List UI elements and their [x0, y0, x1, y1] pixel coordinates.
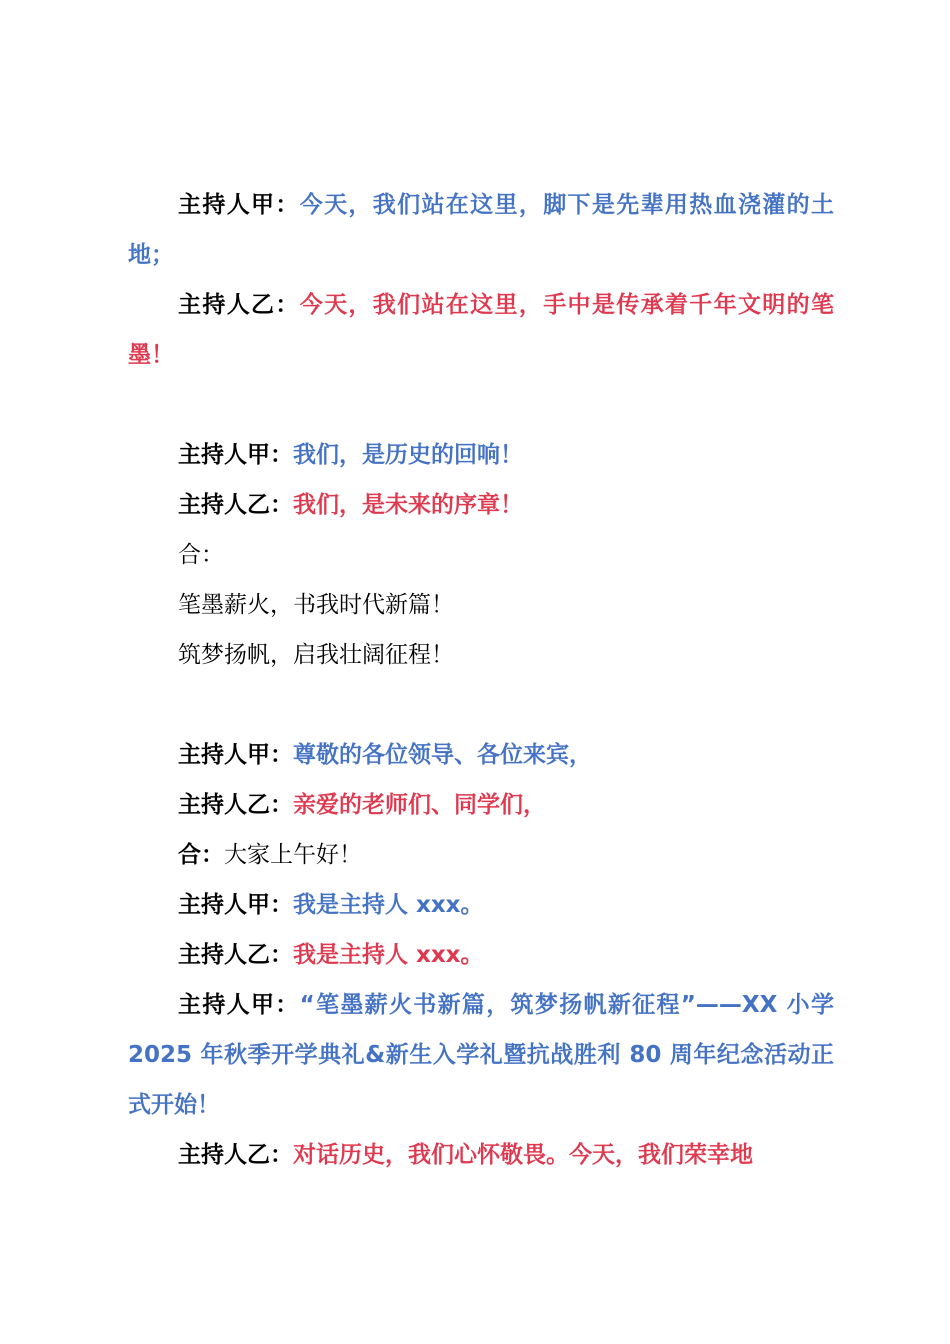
speaker-label: 主持人甲：	[178, 192, 300, 218]
dialogue-line-host-a	[128, 880, 834, 930]
speaker-label: 主持人甲：	[178, 892, 293, 918]
speaker-label: 主持人甲：	[178, 442, 293, 468]
dialogue-text: 尊敬的各位领导、各位来宾，	[293, 742, 592, 768]
dialogue-line-host-b	[128, 280, 834, 380]
speaker-label: 主持人乙：	[178, 792, 293, 818]
dialogue-line-host-b	[128, 480, 834, 530]
dialogue-text: 我是主持人 xxx。	[293, 942, 484, 968]
chorus-line	[128, 580, 834, 630]
speaker-label: 主持人甲：	[178, 992, 300, 1018]
dialogue-line-host-a	[128, 980, 834, 1130]
dialogue-text: 亲爱的老师们、同学们，	[293, 792, 546, 818]
dialogue-text: 对话历史，我们心怀敬畏。今天，我们荣幸地	[293, 1142, 753, 1168]
dialogue-text: 我们，是未来的序章！	[293, 492, 523, 518]
chorus-text: 笔墨薪火，书我时代新篇！	[178, 592, 454, 618]
speaker-label: 主持人乙：	[178, 942, 293, 968]
chorus-text: 合：	[178, 542, 224, 568]
dialogue-text: 我们，是历史的回响！	[293, 442, 523, 468]
speaker-label: 合：	[178, 842, 224, 868]
paragraph-gap	[128, 680, 834, 730]
dialogue-line-host-b	[128, 930, 834, 980]
dialogue-line-host-b	[128, 780, 834, 830]
chorus-line	[128, 630, 834, 680]
dialogue-text: “笔墨薪火书新篇，筑梦扬帆新征程”——XX 小学 2025 年秋季开学典礼&新生入学礼暨抗战胜利 80 周年纪念活动正式开始！	[128, 992, 834, 1118]
speaker-label: 主持人乙：	[178, 292, 300, 318]
paragraph-gap	[128, 380, 834, 430]
speaker-label: 主持人乙：	[178, 492, 293, 518]
speaker-label: 主持人乙：	[178, 1142, 293, 1168]
speaker-label: 主持人甲：	[178, 742, 293, 768]
dialogue-text: 我是主持人 xxx。	[293, 892, 484, 918]
dialogue-line-chorus	[128, 830, 834, 880]
dialogue-text: 大家上午好！	[224, 842, 362, 868]
chorus-text: 筑梦扬帆，启我壮阔征程！	[178, 642, 454, 668]
chorus-label	[128, 530, 834, 580]
dialogue-text: 今天，我们站在这里，脚下是先辈用热血浇灌的土地；	[128, 192, 835, 268]
dialogue-text: 今天，我们站在这里，手中是传承着千年文明的笔墨！	[128, 292, 835, 368]
dialogue-line-host-a	[128, 730, 834, 780]
dialogue-line-host-a	[128, 180, 834, 280]
document-page	[128, 180, 834, 1180]
dialogue-line-host-b	[128, 1130, 834, 1180]
dialogue-line-host-a	[128, 430, 834, 480]
